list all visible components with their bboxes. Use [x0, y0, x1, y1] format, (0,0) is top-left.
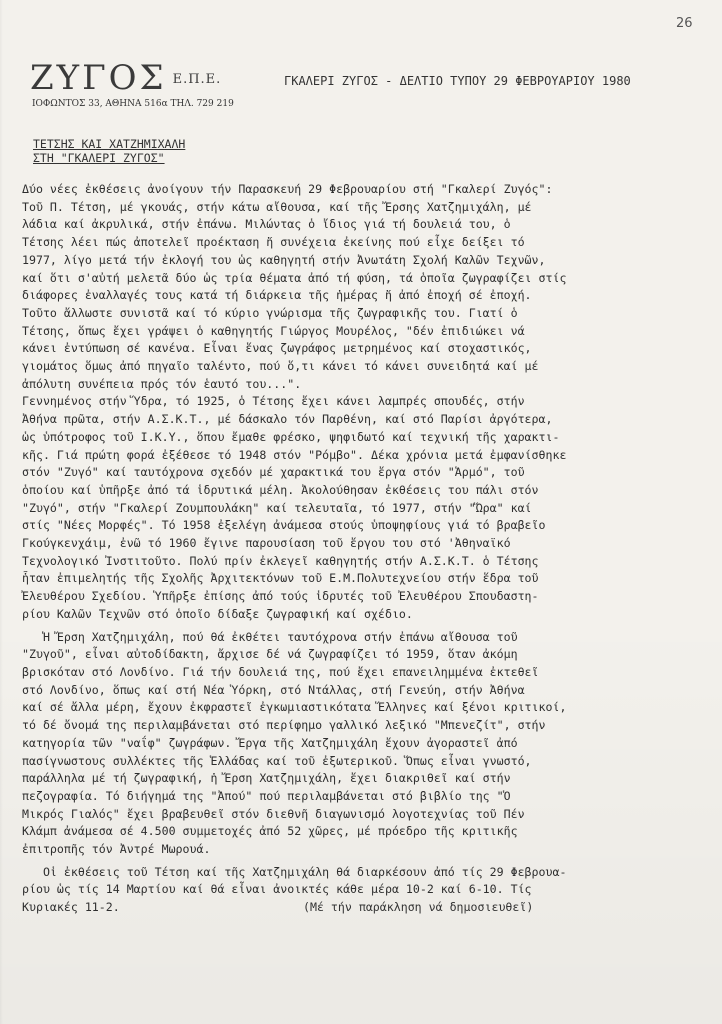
text-line: πεζογραφία. Τό διήγημά της "Ἀπού" πού περιλαμβάνεται στό βιβλίο της "Ὁ	[22, 788, 511, 803]
text-line: κατηγορία τῶν "ναΐφ" ζωγράφων. Ἔργα τῆς Χατζημιχάλη ἔχουν ἀγοραστεῖ ἀπό	[22, 735, 518, 750]
text-line: Τέτσης, ὅπως ἔχει γράψει ὁ καθηγητής Γιώργος Μουρέλος, "δέν ἐπιδιώκει νά	[22, 323, 525, 338]
text-line: ἦταν ἐπιμελητής τῆς Σχολῆς Ἀρχιτεκτόνων τοῦ Ε.Μ.Πολυτεχνείου στήν ἕδρα τοῦ	[22, 571, 539, 586]
text-line: Ἀθήνα πρῶτα, στήν Α.Σ.Κ.Τ., μέ δάσκαλο τόν Παρθένη, καί στό Παρίσι ἀργότερα,	[22, 412, 553, 427]
text-line: "Ζυγοῦ", εἶναι αὐτοδίδακτη, ἄρχισε δέ νά ζωγραφίζει τό 1959, ὅταν ἀκόμη	[22, 647, 518, 662]
text-line: στόν "Ζυγό" καί ταυτόχρονα σχεδόν μέ χαρακτικά του ἔργα στόν "Ἁρμό", τοῦ	[22, 465, 525, 480]
letterhead-address: ΙΟΦΩΝΤΟΣ 33, ΑΘΗΝΑ 516α ΤΗΛ. 729 219	[32, 99, 234, 109]
text-line: ὁποίου καί ὑπῆρξε ἀπό τά ἱδρυτικά μέλη. Ἀκολούθησαν ἐκθέσεις του πάλι στόν	[22, 482, 539, 497]
page-number: 26	[676, 16, 693, 31]
text-line: κῆς. Γιά πρώτη φορά ἐξέθεσε τό 1948 στόν "Ρόμβο". Δέκα χρόνια μετά ἐμφανίσθηκε	[22, 447, 567, 462]
text-line: Τοῦτο ἄλλωστε συνιστᾶ καί τό κύριο γνώρισμα τῆς ζωγραφικῆς του. Γιατί ὁ	[22, 305, 518, 320]
logo-text: ΖΥΓΟΣ	[30, 58, 167, 98]
text-line: Δύο νέες ἐκθέσεις ἀνοίγουν τήν Παρασκευή 29 Φεβρουαρίου στή "Γκαλερί Ζυγός":	[22, 182, 553, 196]
text-line: βρισκόταν στό Λονδίνο. Γιά τήν δουλειά της, πού ἔχει επανειλημμένα ἐκτεθεῖ	[22, 664, 539, 679]
text-line: καί ὅτι σ'αὐτή μελετᾶ δύο ὡς τρία θέματα ἀπό τή φύση, τά ὁποῖα ζωγραφίζει στίς	[22, 270, 567, 285]
text-line: Ἡ Ἔρση Χατζημιχάλη, πού θά ἐκθέτει ταυτόχρονα στήν ἐπάνω αἴθουσα τοῦ	[22, 629, 518, 644]
text-line: ἀπόλυτη συνέπεια πρός τόν ἑαυτό του...".	[22, 376, 302, 391]
text-line: Τεχνολογικό Ἰνστιτοῦτο. Πολύ πρίν ἐκλεγεῖ καθηγητής στήν Α.Σ.Κ.Τ. ὁ Τέτσης	[22, 553, 539, 568]
text-line: γιομάτος ὅμως ἀπό πηγαῖο ταλέντο, πού ὅ,τι κάνει τό κάνει συνειδητά καί μέ	[22, 359, 539, 374]
text-line: στίς "Νέες Μορφές". Τό 1958 ἐξελέγη ἀνάμεσα στούς ὑποψηφίους γιά τό βραβεῖο	[22, 518, 546, 533]
text-line: 1977, λίγο μετά τήν ἐκλογή του ὡς καθηγητή στήν Ἀνωτάτη Σχολή Καλῶν Τεχνῶν,	[22, 252, 546, 267]
paragraph	[22, 181, 712, 624]
text-line: ρίου ὡς τίς 14 Μαρτίου καί θά εἶναι ἀνοικτές κάθε μέρα 10-2 καί 6-10. Τίς	[22, 882, 532, 897]
text-line: διάφορες ἐναλλαγές τους κατά τή διάρκεια τῆς ἡμέρας ἤ ἀπό ἐποχή σέ ἐποχή.	[22, 288, 532, 303]
logo-suffix: Ε.Π.Ε.	[172, 72, 222, 87]
text-line: ἐπιτροπῆς τόν Ἀντρέ Μωρουά.	[22, 842, 211, 857]
document-body	[22, 181, 712, 917]
heading-line: ΣΤΗ "ΓΚΑΛΕΡΙ ΖΥΓΟΣ"	[33, 151, 165, 165]
text-line: Κλάμπ ἀνάμεσα σέ 4.500 συμμετοχές ἀπό 52 χῶρες, μέ πρόεδρο τῆς κριτικῆς	[22, 824, 518, 839]
press-release-title: ΓΚΑΛΕΡΙ ΖΥΓΟΣ - ΔΕΛΤΙΟ ΤΥΠΟΥ 29 ΦΕΒΡΟΥΑΡΙΟΥ 1980	[284, 74, 631, 88]
paragraph	[22, 629, 712, 859]
text-line: Κυριακές 11-2.	[22, 900, 120, 915]
text-line: "Ζυγό", στήν "Γκαλερί Ζουμπουλάκη" καί τελευταῖα, τό 1977, στήν "Ὥρα" καί	[22, 500, 532, 515]
text-line: ρίου Καλῶν Τεχνῶν στό ὁποῖο δίδαξε ζωγραφική καί σχέδιο.	[22, 606, 413, 621]
text-line: Γκούγκενχάιμ, ἐνῶ τό 1960 ἔγινε παρουσίαση τοῦ ἔργου του στό 'Ἀθηναϊκό	[22, 536, 511, 551]
text-line: στό Λονδίνο, ὅπως καί στή Νέα Ὑόρκη, στό Ντάλλας, στή Γενεύη, στήν Ἀθήνα	[22, 682, 525, 697]
text-line: Ἐλευθέρου Σχεδίου. Ὑπῆρξε ἐπίσης ἀπό τούς ἱδρυτές τοῦ Ἐλευθέρου Σπουδαστη-	[22, 589, 539, 604]
text-line: πασίγνωστους συλλέκτες τῆς Ἑλλάδας καί τοῦ ἐξωτερικοῦ. Ὅπως εἶναι γνωστό,	[22, 753, 532, 768]
text-line: καί σέ ἄλλα μέρη, ἔχουν ἐκφραστεῖ ἐγκωμιαστικότατα Ἕλληνες καί ξένοι κριτικοί,	[22, 700, 567, 715]
text-line: λάδια καί ἀκρυλικά, στήν ἐπάνω. Μιλώντας ὁ ἴδιος γιά τή δουλειά του, ὁ	[22, 217, 511, 232]
text-line: κάνει ἐντύπωση σέ κανένα. Εἶναι ἕνας ζωγράφος μετρημένος καί στοχαστικός,	[22, 341, 532, 356]
text-line: Τοῦ Π. Τέτση, μέ γκουάς, στήν κάτω αἴθουσα, καί τῆς Ἔρσης Χατζημιχάλη, μέ	[22, 199, 532, 214]
text-line: τό δέ ὄνομά της περιλαμβάνεται στό περίφημο γαλλικό λεξικό "Μπενεζίτ", στήν	[22, 718, 546, 733]
closing-note: (Μέ τήν παράκληση νά δημοσιευθεῖ)	[303, 900, 534, 914]
text-line: Μικρός Γιαλός" ἔχει βραβευθεῖ στόν διεθνῆ διαγωνισμό λογοτεχνίας τοῦ Πέν	[22, 806, 525, 821]
document-heading	[33, 137, 185, 165]
text-line: παράλληλα μέ τή ζωγραφική, ἡ Ἔρση Χατζημιχάλη, ἔχει διακριθεῖ καί στήν	[22, 771, 511, 786]
heading-line: ΤΕΤΣΗΣ ΚΑΙ ΧΑΤΖΗΜΙΧΑΛΗ	[33, 137, 186, 151]
text-line: Γεννημένος στήν Ὕδρα, τό 1925, ὁ Τέτσης ἔχει κάνει λαμπρές σπουδές, στήν	[22, 394, 525, 409]
text-line: Οἱ ἐκθέσεις τοῦ Τέτση καί τῆς Χατζημιχάλη θά διαρκέσουν ἀπό τίς 29 Φεβρουα-	[22, 864, 567, 879]
text-line: Τέτσης λέει πώς ἀποτελεῖ προέκταση ἤ συνέχεια ἐκείνης πού εἶχε δείξει τό	[22, 235, 525, 250]
text-line: ὡς ὑπότροφος τοῦ Ι.Κ.Υ., ὅπου ἔμαθε φρέσκο, ψηφιδωτό καί τεχνική τῆς χαρακτι-	[22, 429, 560, 444]
letterhead-logo	[30, 58, 221, 98]
